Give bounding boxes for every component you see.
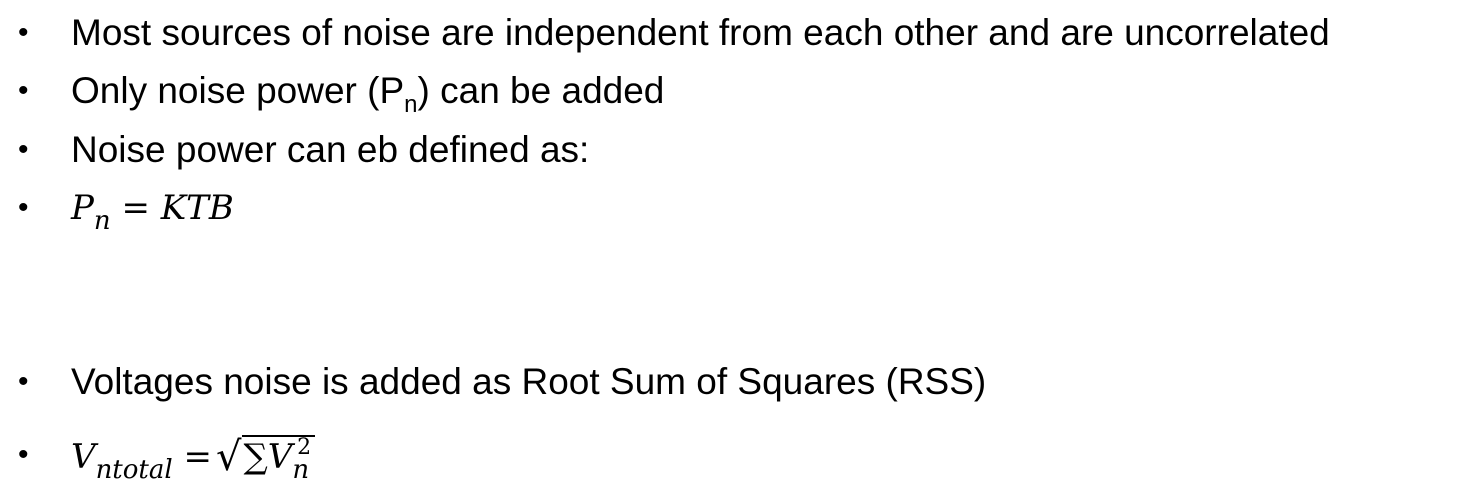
bullet-item xyxy=(0,357,1467,407)
bullet-dot: • xyxy=(18,365,29,398)
formula-sum: ∑ xyxy=(243,437,268,477)
formula-sub: ntotal xyxy=(95,455,173,485)
bullet-dot: • xyxy=(18,74,29,107)
bullet-dot: • xyxy=(18,438,29,471)
formula-inner-sup: 2 xyxy=(297,435,312,460)
subscript: n xyxy=(404,91,418,118)
text-before: Only noise power (P xyxy=(71,70,405,111)
bullet-text: Noise power can eb defined as: xyxy=(71,129,590,170)
bullet-item xyxy=(0,66,1467,116)
sqrt-icon: $√\sum V_n^2$ xyxy=(216,430,315,487)
formula-noise-power xyxy=(71,183,234,236)
formula-var: V xyxy=(71,437,96,477)
bullet-text: Voltages noise is added as Root Sum of Squares (RSS) xyxy=(71,361,987,402)
formula-sub: n xyxy=(93,206,111,236)
formula-eq: = xyxy=(121,188,150,228)
bullet-dot: • xyxy=(18,191,29,224)
bullet-item xyxy=(0,8,1467,58)
bullet-text: Most sources of noise are independent from each other and are uncorrelated xyxy=(71,12,1330,53)
bullet-text xyxy=(71,66,664,121)
bullet-dot: • xyxy=(18,133,29,166)
formula-var: P xyxy=(71,188,94,228)
formula-eq: = xyxy=(183,437,212,477)
formula-rss xyxy=(71,430,315,487)
bullet-item xyxy=(0,430,1467,485)
bullet-item xyxy=(0,125,1467,175)
formula-inner-var: V xyxy=(267,437,293,477)
bullet-item xyxy=(0,183,1467,236)
formula-rhs: KTB xyxy=(160,188,234,228)
bullet-dot: • xyxy=(18,16,29,49)
formula-inner-sub: n xyxy=(292,455,310,485)
text-after: ) can be added xyxy=(417,70,665,111)
